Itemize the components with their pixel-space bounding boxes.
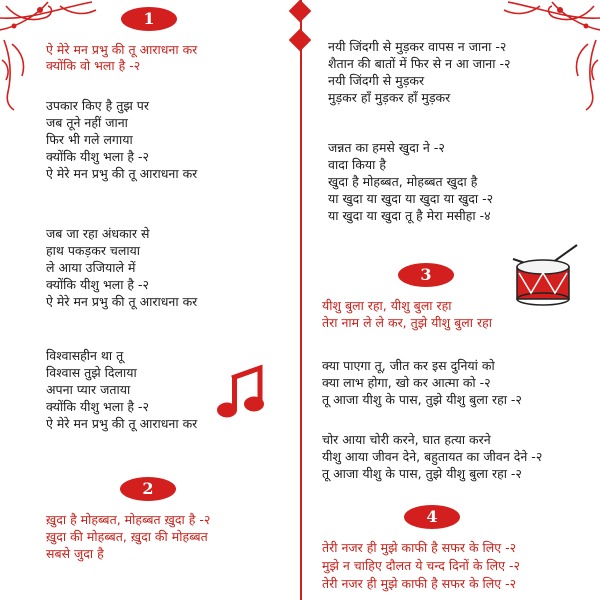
lyric-line: क्योंकि यीशु भला है -२: [46, 399, 150, 414]
diamond-ornament-bottom: [289, 29, 312, 52]
lyric-line: तेरी नजर ही मुझे काफी है सफर के लिए -२: [322, 540, 517, 555]
lyric-line: ख़ुदा है मोहब्बत, मोहब्बत ख़ुदा है -२: [46, 512, 211, 527]
lyric-line: ले आया उजियाले में: [46, 260, 136, 275]
lyric-line: तू आजा यीशु के पास, तुझे यीशु बुला रहा -२: [322, 392, 522, 407]
lyric-line: या खुदा या खुदा तू है मेरा मसीहा -४: [328, 208, 491, 223]
lyric-line: जन्नत का हमसे खुदा ने -२: [328, 140, 445, 155]
lyric-line: नयी जिंदगी से मुड़कर वापस न जाना -२: [328, 39, 507, 54]
section-badge-1: 1: [121, 7, 177, 31]
lyric-line: क्या पाएगा तू, जीत कर इस दुनियां को: [322, 358, 495, 373]
lyric-line: क्योंकि वो भला है -२: [46, 58, 141, 73]
lyric-line: ऐ मेरे मन प्रभु की तू आराधना कर: [46, 294, 198, 309]
column-divider: [300, 0, 302, 600]
lyric-line: नयी जिंदगी से मुड़कर: [328, 73, 425, 88]
lyric-line: वादा किया है: [328, 157, 386, 172]
lyric-line: ऐ मेरे मन प्रभु की तू आराधना कर: [46, 416, 198, 431]
lyric-line: तेरी नजर ही मुझे काफी है सफर के लिए -२: [322, 576, 517, 591]
lyric-line: जब तूने नहीं जाना: [46, 115, 128, 130]
drum-icon: [505, 243, 580, 308]
lyric-line: क्योंकि यीशु भला है -२: [46, 277, 150, 292]
lyric-line: या खुदा या खुदा या खुदा या खुदा -२: [328, 191, 494, 206]
music-note-icon: [216, 364, 266, 420]
lyric-line: विश्वास तुझे दिलाया: [46, 365, 137, 380]
section-badge-4: 4: [404, 505, 460, 529]
lyric-line: फिर भी गले लगाया: [46, 132, 133, 147]
lyric-line: शैतान की बातों में फिर से न आ जाना -२: [328, 56, 511, 71]
lyric-line: ऐ मेरे मन प्रभु की तू आराधना कर: [46, 42, 198, 57]
lyric-line: खुदा है मोहब्बत, मोहब्बत खुदा है: [328, 174, 478, 189]
lyric-line: सबसे जुदा है: [46, 546, 104, 561]
lyric-line: ख़ुदा की मोहब्बत, ख़ुदा की मोहब्बत: [46, 529, 208, 544]
lyric-line: तू आजा यीशु के पास, तुझे यीशु बुला रहा -२: [322, 466, 522, 481]
lyric-line: क्योंकि यीशु भला है -२: [46, 149, 150, 164]
diamond-ornament-top: [289, 0, 312, 22]
lyric-line: मुझे न चाहिए दौलत ये चन्द दिनों के लिए -२: [322, 558, 521, 573]
lyric-line: चोर आया चोरी करने, घात हत्या करने: [322, 432, 491, 447]
lyric-line: यीशु आया जीवन देने, बहुतायत का जीवन देने -२: [322, 449, 543, 464]
lyric-line: विश्वासहीन था तू: [46, 348, 124, 363]
lyric-line: मुड़कर हाँ मुड़कर हाँ मुड़कर: [328, 90, 451, 105]
lyric-line: यीशु बुला रहा, यीशु बुला रहा: [322, 298, 452, 313]
lyric-line: क्या लाभ होगा, खो कर आत्मा को -२: [322, 375, 491, 390]
section-badge-2: 2: [120, 477, 176, 501]
lyric-line: अपना प्यार जताया: [46, 382, 131, 397]
lyric-line: ऐ मेरे मन प्रभु की तू आराधना कर: [46, 166, 198, 181]
lyric-line: हाथ पकड़कर चलाया: [46, 243, 141, 258]
lyric-line: जब जा रहा अंधकार से: [46, 226, 150, 241]
section-badge-3: 3: [398, 263, 454, 287]
lyric-line: उपकार किए है तुझ पर: [46, 98, 149, 113]
lyric-line: तेरा नाम ले ले कर, तुझे यीशु बुला रहा: [322, 315, 492, 330]
